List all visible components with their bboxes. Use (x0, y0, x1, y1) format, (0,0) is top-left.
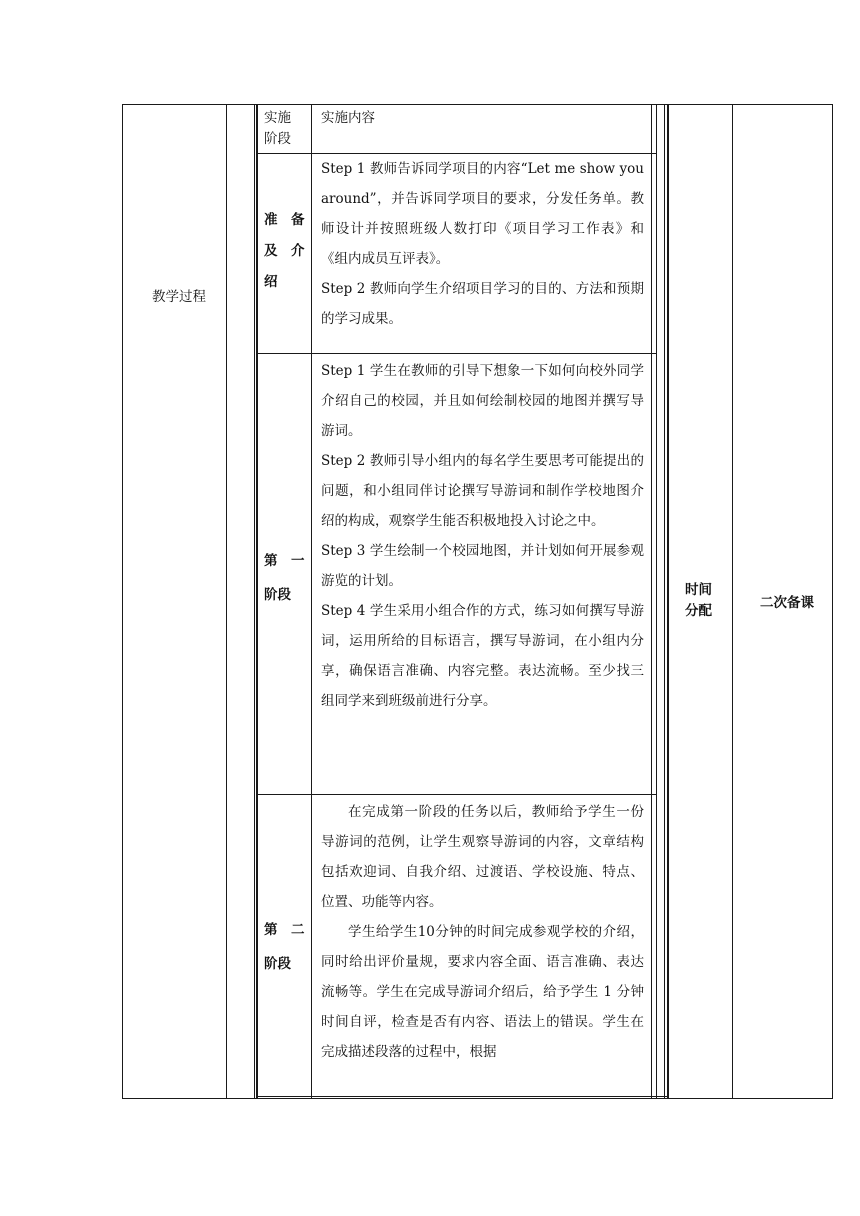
col-line-time-right (732, 104, 733, 1099)
stage-content-phase-1 (321, 356, 644, 716)
content-paragraph: 学生给学生10分钟的时间完成参观学校的介绍，同时给出评价量规，要求内容全面、语言准确、表达流畅等。学生在完成导游词介绍后，给予学生 1 分钟时间自评，检查是否有内容、语法上的错误。学生在完成描述段落的过程中，根据 (321, 924, 644, 1060)
stage-content-phase-2 (321, 797, 644, 1067)
header-stage-line-2: 阶段 (264, 131, 291, 147)
time-label-line: 分配 (685, 603, 712, 619)
table-top-border (122, 104, 833, 105)
stage-content-prep (321, 154, 644, 334)
header-stage-line-1: 实施 (264, 110, 291, 126)
content-paragraph: Step 2 教师向学生介绍项目学习的目的、方法和预期的学习成果。 (321, 281, 644, 327)
content-paragraph: Step 3 学生绘制一个校园地图，并计划如何开展参观游览的计划。 (321, 543, 644, 589)
col-line-nested-right-a (656, 104, 657, 1099)
stage-name-phase-2 (264, 913, 305, 981)
stage-name-line: 第 一 (264, 553, 305, 569)
col-line-nested-left (256, 104, 258, 1099)
content-paragraph: Step 1 学生在教师的引导下想象一下如何向校外同学介绍自己的校园，并且如何绘制校园的地图并撰写导游词。 (321, 363, 644, 439)
content-paragraph: Step 2 教师引导小组内的每名学生要思考可能提出的问题，和小组同伴讨论撰写导游词和制作学校地图介绍的构成，观察学生能否积极地投入讨论之中。 (321, 453, 644, 529)
stage-name-line: 准 备 (264, 212, 305, 228)
row-label: 教学过程 (152, 289, 206, 305)
col-line-label-right (226, 104, 227, 1099)
col-line-nested-right-c (667, 104, 669, 1099)
col-line-blank-right (254, 104, 255, 1099)
stage-name-line: 阶段 (264, 587, 291, 603)
table-left-border (122, 104, 123, 1099)
stage-name-line: 第 二 (264, 922, 305, 938)
time-label-line: 时间 (685, 582, 712, 598)
header-content: 实施内容 (321, 110, 375, 126)
content-paragraph: Step 4 学生采用小组合作的方式，练习如何撰写导游词，运用所给的目标语言，撰写导游词，在小组内分享，确保语言准确、内容完整。表达流畅。至少找三组同学来到班级前进行分享。 (321, 603, 644, 709)
content-paragraph: Step 1 教师告诉同学项目的内容“Let me show you around”，并告诉同学项目的要求，分发任务单。教师设计并按照班级人数打印《项目学习工作表》和《组内成员互评表》。 (321, 161, 644, 267)
table-bottom-border (122, 1098, 833, 1099)
col-line-stage-right (311, 104, 312, 1099)
time-allocation-label (685, 580, 712, 622)
stage-name-prep (264, 205, 305, 298)
col-line-nested-right-b (664, 104, 665, 1099)
row-line-nested-bottom (256, 1096, 668, 1097)
table-right-border (832, 104, 833, 1099)
stage-name-line: 及 介 (264, 243, 305, 259)
row-line-stage1 (256, 353, 656, 354)
stage-name-phase-1 (264, 544, 305, 612)
content-paragraph: 在完成第一阶段的任务以后，教师给予学生一份导游词的范例，让学生观察导游词的内容，文章结构包括欢迎词、自我介绍、过渡语、学校设施、特点、位置、功能等内容。 (321, 804, 644, 910)
stage-name-line: 绍 (264, 274, 278, 290)
col-line-content-right (651, 104, 652, 1099)
second-revision-label: 二次备课 (760, 595, 814, 611)
stage-name-line: 阶段 (264, 956, 291, 972)
row-line-stage2 (256, 794, 656, 795)
